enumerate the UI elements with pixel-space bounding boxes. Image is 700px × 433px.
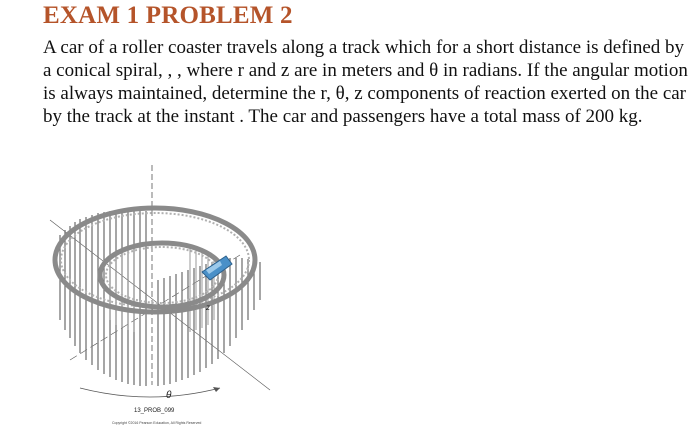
z-label: z — [206, 303, 210, 312]
inner-support-posts — [110, 245, 214, 332]
figure-id: 13_PROB_099 — [134, 408, 175, 414]
inner-track-ties — [106, 247, 218, 303]
theta-label: θ — [166, 390, 172, 401]
problem-statement: A car of a roller coaster travels along a track which for a short distance is defined by a conical spiral, , , where r and z are in meters and θ in radians. If the angular motion is always maintained, determine the r, θ, z components of reaction exerted on the car by the track at the instant . The car and passengers have a total mass of 200 kg. — [43, 37, 688, 127]
figure-copyright: Copyright ©2016 Pearson Education, All Rights Reserved — [112, 421, 202, 425]
theta-arc — [80, 388, 220, 397]
exam-title: EXAM 1 PROBLEM 2 — [43, 2, 293, 29]
roller-coaster-figure — [40, 160, 300, 430]
